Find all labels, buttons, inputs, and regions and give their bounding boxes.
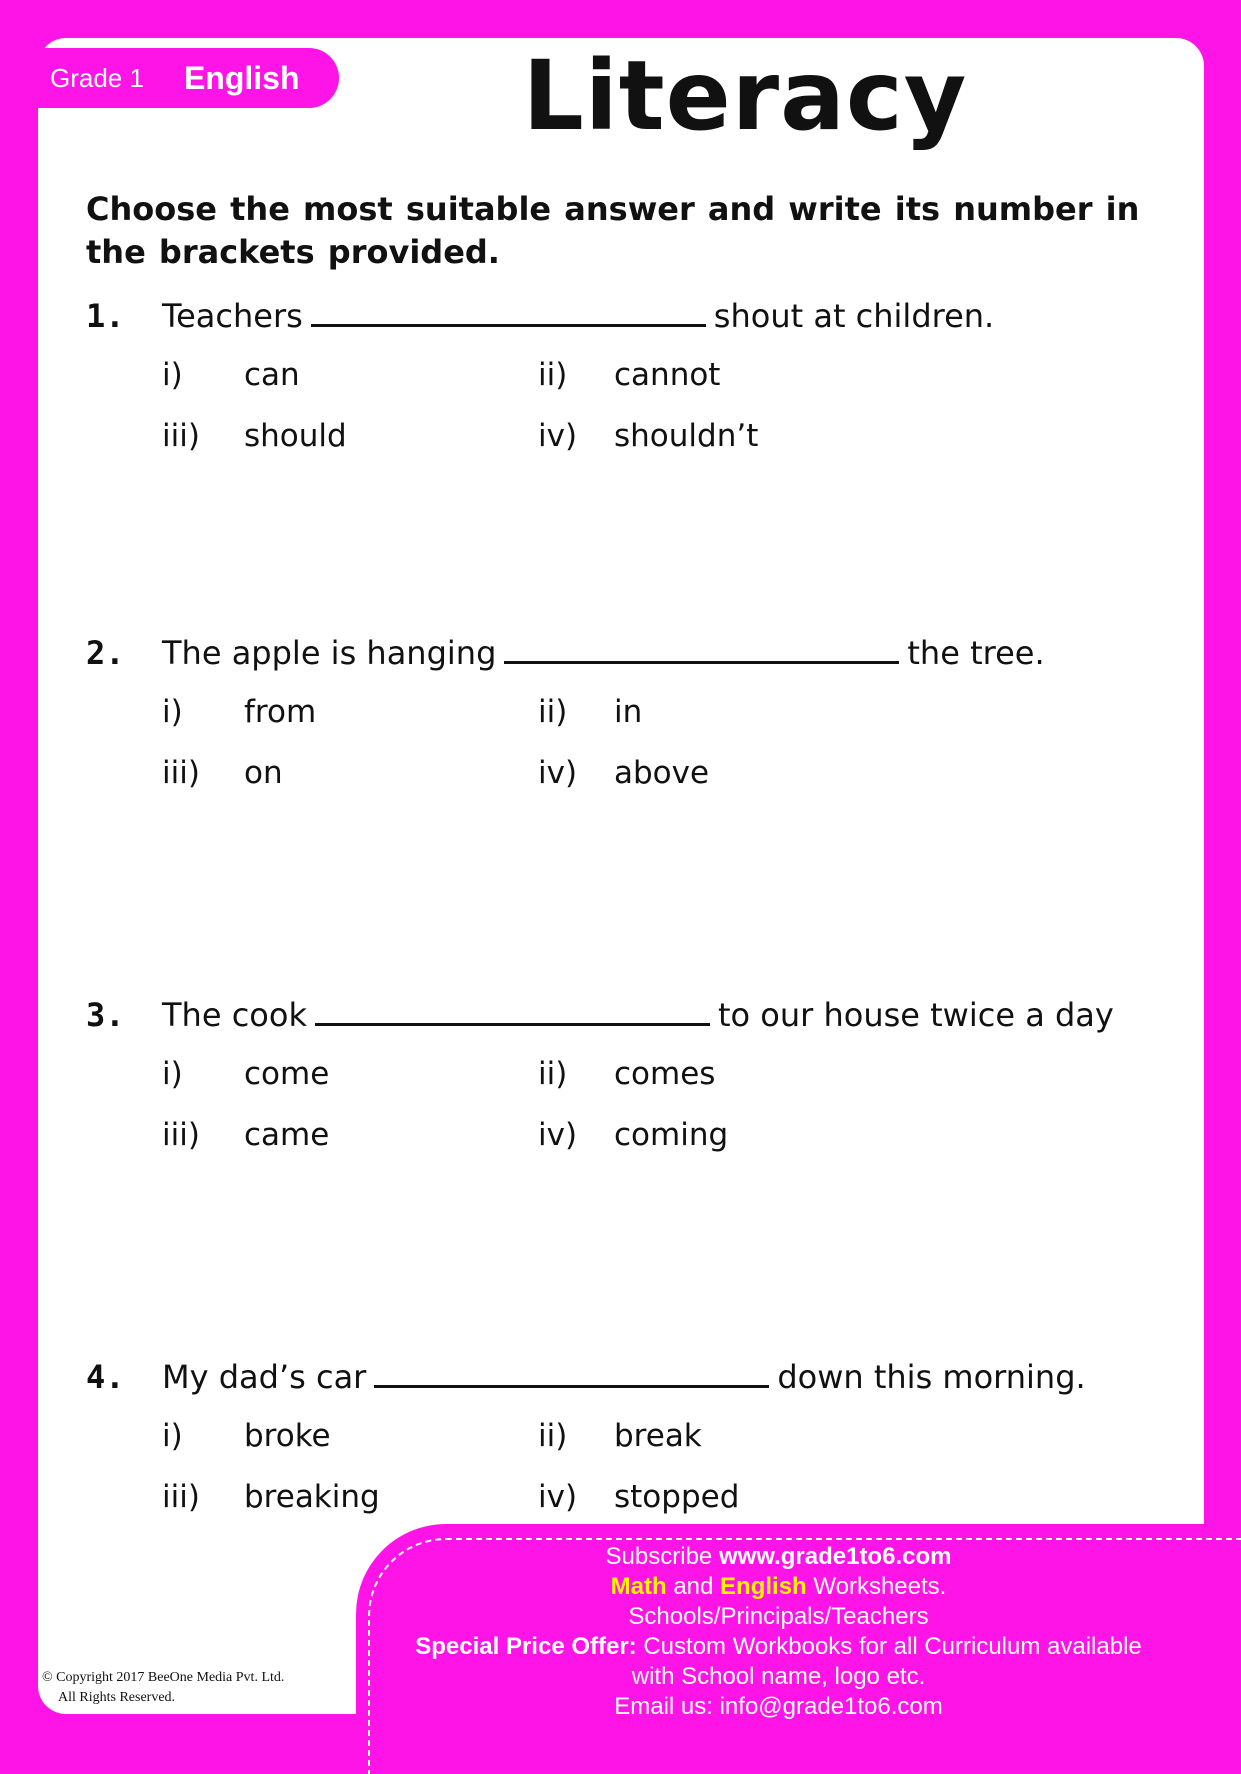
question-number: 4.: [86, 1358, 125, 1396]
worksheets-label: Worksheets.: [813, 1573, 947, 1600]
option-text: in: [614, 694, 643, 730]
option-text: above: [614, 755, 710, 791]
option-label: i): [162, 357, 183, 393]
question-1: [86, 297, 1146, 479]
page-title: Literacy: [522, 40, 968, 152]
option-text: comes: [614, 1056, 716, 1092]
footer-text: [356, 1542, 1201, 1722]
website-link[interactable]: www.grade1to6.com: [718, 1543, 952, 1570]
grade-badge: [34, 48, 339, 108]
question-text: [162, 996, 1114, 1034]
answer-blank: [504, 635, 899, 664]
answer-blank: [374, 1359, 769, 1388]
question-4: [86, 1358, 1146, 1540]
question-text-after: the tree.: [907, 634, 1045, 672]
question-text-before: The cook: [162, 996, 307, 1034]
question-text: [162, 1358, 1086, 1396]
option-label: iii): [162, 1117, 200, 1153]
option-label: i): [162, 1056, 183, 1092]
question-text: [162, 297, 994, 335]
and-label: and: [673, 1573, 714, 1600]
english-label: English: [720, 1573, 807, 1600]
option-text: broke: [244, 1418, 331, 1454]
offer-text-2: with School name, logo etc.: [631, 1663, 926, 1690]
audience-line: Schools/Principals/Teachers: [628, 1603, 929, 1630]
question-text-before: Teachers: [162, 297, 303, 335]
question-2: [86, 634, 1146, 816]
option-text: coming: [614, 1117, 729, 1153]
option-label: ii): [538, 357, 568, 393]
question-text-before: My dad’s car: [162, 1358, 367, 1396]
option-label: iv): [538, 1479, 578, 1515]
option-label: i): [162, 694, 183, 730]
question-text-before: The apple is hanging: [162, 634, 497, 672]
math-label: Math: [610, 1573, 667, 1600]
question-number: 2.: [86, 634, 125, 672]
option-text: shouldn’t: [614, 418, 759, 454]
option-label: i): [162, 1418, 183, 1454]
email-line[interactable]: Email us: info@grade1to6.com: [614, 1693, 943, 1720]
option-label: ii): [538, 694, 568, 730]
question-text-after: down this morning.: [777, 1358, 1086, 1396]
instructions: Choose the most suitable answer and write its number in the brackets provided.: [86, 190, 1140, 271]
option-text: breaking: [244, 1479, 380, 1515]
footer-promo: [356, 1524, 1241, 1754]
question-text: [162, 634, 1045, 672]
subscribe-label: Subscribe: [605, 1543, 713, 1570]
offer-line: [356, 1632, 1201, 1662]
answer-blank: [311, 298, 706, 327]
option-text: cannot: [614, 357, 721, 393]
offer-text: Custom Workbooks for all Curriculum available: [643, 1633, 1142, 1660]
option-text: should: [244, 418, 347, 454]
answer-blank: [315, 997, 710, 1026]
question-text-after: shout at children.: [713, 297, 995, 335]
copyright-line-1: © Copyright 2017 BeeOne Media Pvt. Ltd.: [42, 1670, 285, 1685]
option-label: ii): [538, 1418, 568, 1454]
option-text: break: [614, 1418, 702, 1454]
copyright: [42, 1668, 284, 1708]
option-label: iv): [538, 1117, 578, 1153]
option-label: iii): [162, 418, 200, 454]
question-text-after: to our house twice a day: [717, 996, 1114, 1034]
question-number: 1.: [86, 297, 125, 335]
subject-label: English: [183, 59, 300, 96]
grade-label: Grade 1: [50, 62, 144, 93]
option-text: can: [244, 357, 300, 393]
copyright-line-2: All Rights Reserved.: [58, 1690, 176, 1705]
worksheets-line: [356, 1572, 1201, 1602]
option-label: iv): [538, 418, 578, 454]
option-label: iv): [538, 755, 578, 791]
subscribe-line: [356, 1542, 1201, 1572]
offer-label: Special Price Offer:: [415, 1633, 637, 1660]
option-text: came: [244, 1117, 330, 1153]
option-text: stopped: [614, 1479, 740, 1515]
option-text: on: [244, 755, 283, 791]
option-text: from: [244, 694, 317, 730]
option-label: ii): [538, 1056, 568, 1092]
option-label: iii): [162, 755, 200, 791]
option-label: iii): [162, 1479, 200, 1515]
question-number: 3.: [86, 996, 125, 1034]
option-text: come: [244, 1056, 330, 1092]
question-3: [86, 996, 1146, 1178]
